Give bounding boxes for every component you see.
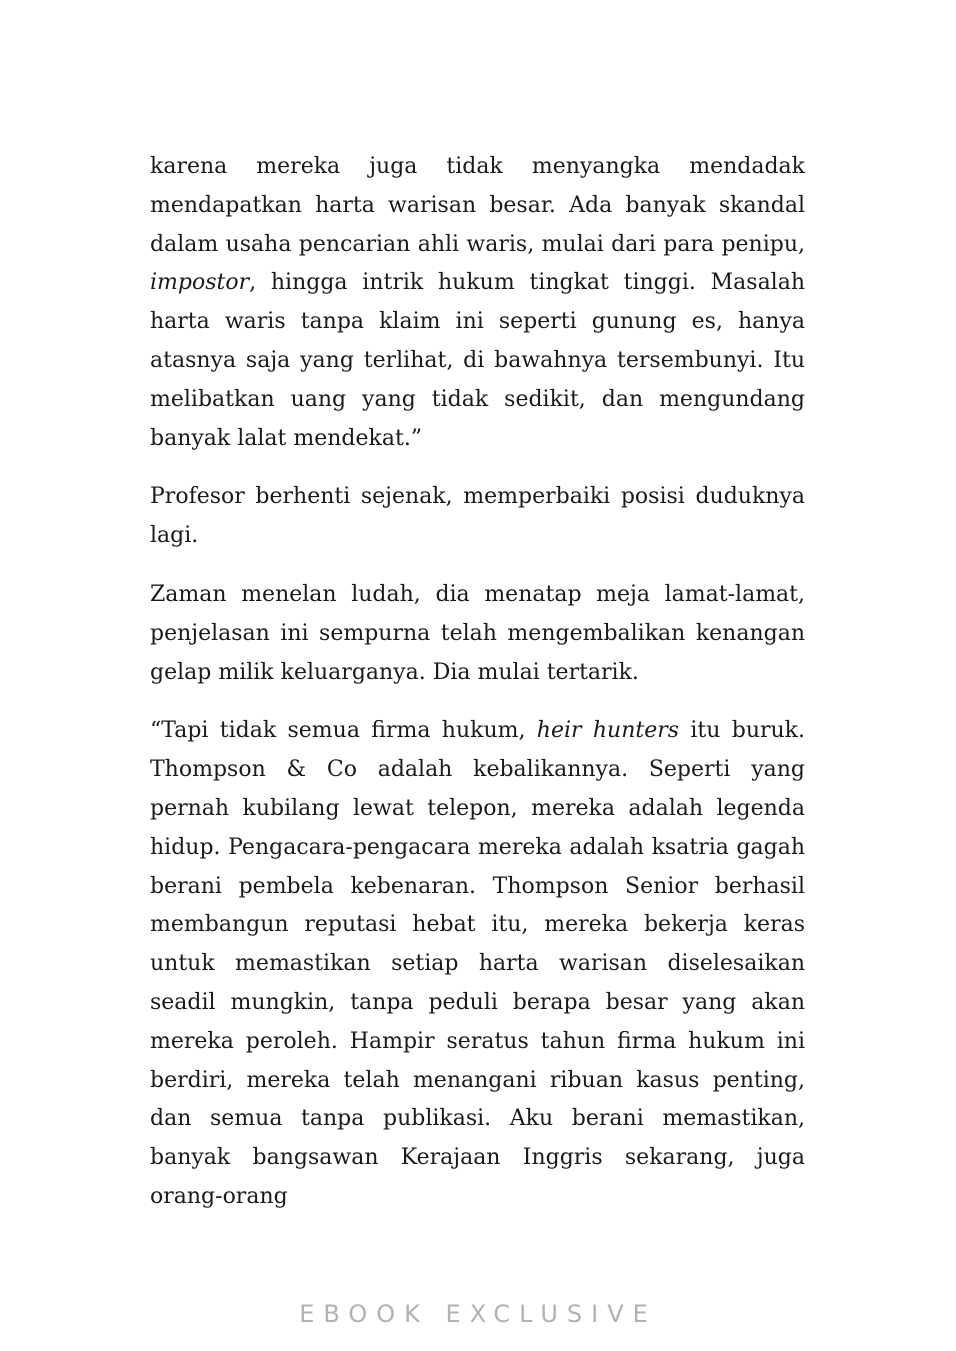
page-body <box>150 148 805 1217</box>
paragraph-3 <box>150 576 805 692</box>
paragraph-4 <box>150 712 805 1216</box>
paragraph-1-segment-3: , hingga intrik hukum tingkat tinggi. Masalah harta waris tanpa klaim ini seperti gunung es, hanya atasnya saja yang terlihat, di bawahnya tersembunyi. Itu melibatkan uang yang tidak sedikit, dan mengundang banyak lalat mendekat.” <box>150 270 805 451</box>
paragraph-4-italic-term: heir hunters <box>536 718 680 744</box>
paragraph-1 <box>150 148 805 458</box>
paragraph-3-text: Zaman menelan ludah, dia menatap meja lamat-lamat, penjelasan ini sempurna telah mengembalikan kenangan gelap milik keluarganya. Dia mulai tertarik. <box>150 581 805 685</box>
paragraph-2 <box>150 478 805 556</box>
paragraph-1-segment-1: karena mereka juga tidak menyangka mendadak mendapatkan harta warisan besar. Ada banyak skandal dalam usaha pencarian ahli waris, mulai dari para penipu, <box>150 154 805 257</box>
paragraph-4-segment-3: itu buruk. Thompson & Co adalah kebalikannya. Seperti yang pernah kubilang lewat telepon, mereka adalah legenda hidup. Pengacara-pengacara mereka adalah ksatria gagah berani pembela kebenaran. Thompson Senior berhasil membangun reputasi hebat itu, mereka bekerja keras untuk memastikan setiap harta warisan diselesaikan seadil mungkin, tanpa peduli berapa besar yang akan mereka peroleh. Hampir seratus tahun firma hukum ini berdiri, mereka telah menangani ribuan kasus penting, dan semua tanpa publikasi. Aku berani memastikan, banyak bangsawan Kerajaan Inggris sekarang, juga orang-orang <box>150 718 806 1209</box>
paragraph-4-segment-1: “Tapi tidak semua firma hukum, <box>150 718 537 744</box>
paragraph-1-italic-term: impostor <box>150 270 250 296</box>
footer-label: EBOOK EXCLUSIVE <box>299 1300 657 1328</box>
paragraph-2-text: Profesor berhenti sejenak, memperbaiki posisi duduknya lagi. <box>150 484 805 549</box>
